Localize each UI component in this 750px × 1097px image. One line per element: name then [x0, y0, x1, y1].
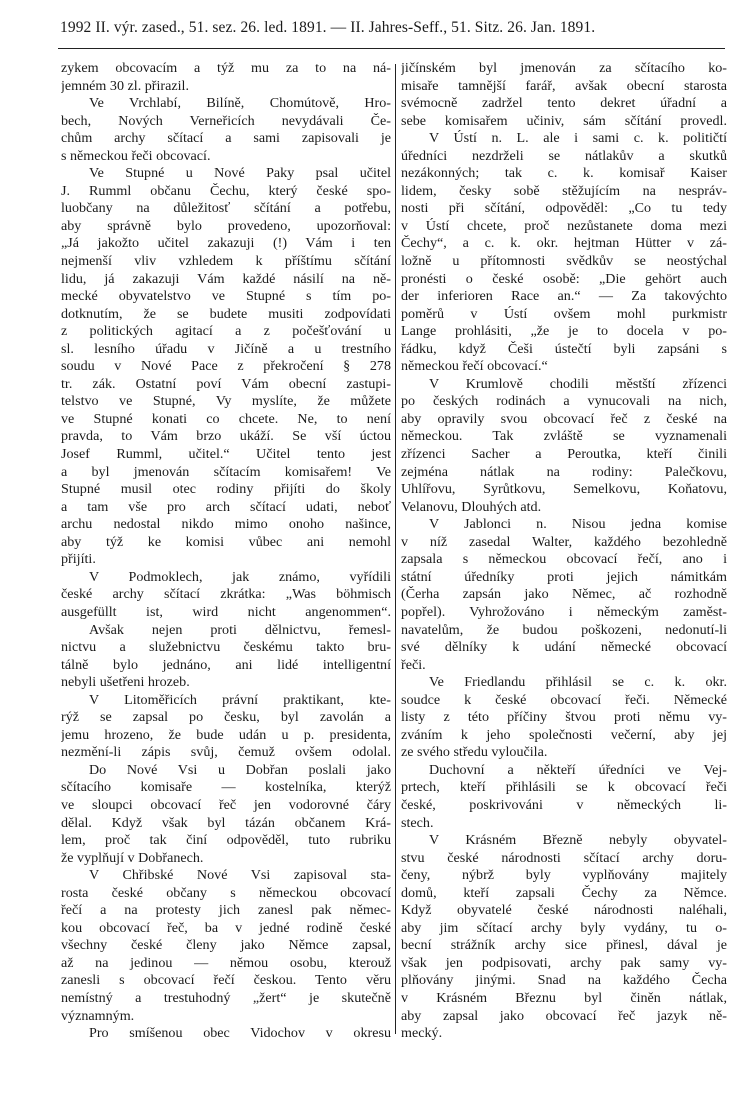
text-line: pronésti o české osobě: „Die gehört auch: [401, 270, 727, 287]
text-line: domů, kteří zapsali Čechy za Němce.: [401, 884, 727, 901]
text-line: Avšak nejen proti dělnictvu, řemesl-: [89, 621, 391, 638]
text-line: der inferioren Race an.“ — Za takovýchto: [401, 288, 727, 305]
text-line: zapsala s německou obcovací řečí, ano i: [401, 551, 727, 568]
text-line: dotknutím, že se budete musiti zodpovídati: [61, 305, 391, 322]
text-line: jičínském byl jmenován za sčítacího ko-: [401, 60, 727, 76]
left-column: [61, 60, 391, 1043]
text-line: zejména nátlak na rodiny: Palečkovu,: [401, 463, 727, 480]
text-line: rosta české občany s německou obcovací: [61, 884, 391, 901]
text-line: Lange prohlásiti, „že je to docela v po-: [401, 323, 727, 340]
text-line: stvu české národnosti sčítací archy doru-: [401, 849, 727, 866]
text-line: a byl jmenován sčítacím komisařem! Ve: [61, 463, 391, 480]
text-line: Velanovu, Dlouhých atd.: [401, 498, 542, 515]
text-line: nictvu a služebnictvu českému takto bru-: [61, 639, 391, 656]
text-line: ve sloupci obcovací řeč jen vodorovné čáry: [61, 796, 391, 813]
text-line: aby zapsal jako obcovací řeč jazyk ně-: [401, 1007, 727, 1024]
text-line: úředníci nezdrželi se nátlakův a skutků: [401, 147, 727, 164]
text-line: s německou řeči obcovací.: [61, 147, 211, 164]
text-line: V Chřibské Nové Vsi zapisoval sta-: [89, 867, 391, 884]
text-line: mecký.: [401, 1025, 443, 1042]
text-line: mecké obyvatelstvo ve Stupné s tím po-: [61, 288, 391, 305]
text-line: aby týž ke komisi vůbec ani nemohl: [61, 533, 391, 550]
text-line: až na jedinou — němou osobu, kterouž: [61, 954, 391, 971]
text-line: stech.: [401, 814, 434, 831]
text-line: plňovány jinými. Snad na každého Čecha: [401, 972, 727, 989]
text-line: bech, Nových Verneřicích nevydávali Če-: [61, 112, 391, 129]
text-line: v Krásném Březnu byl činěn nátlak,: [401, 989, 727, 1006]
text-line: nezákonných; tak c. k. komisař Kaiser: [401, 165, 727, 182]
text-line: listy z této příčiny štvou proti němu vy-: [401, 709, 727, 726]
text-line: V Jablonci n. Nisou jedna komise: [429, 516, 727, 533]
text-line: Stupné musil otec rodiny přijíti do školy: [61, 481, 391, 498]
text-line: ve Stupné konati co chcete. Ne, to není: [61, 410, 391, 427]
text-line: soudu v Nové Pace z překročení § 278: [61, 358, 391, 375]
text-line: ze svého středu vyloučila.: [401, 744, 548, 761]
text-line: významným.: [61, 1007, 135, 1024]
text-line: lidem, česky sobě stěžujícím na nespráv-: [401, 182, 727, 199]
text-line: svémocně zadržel tento dekret úřadní a: [401, 95, 727, 112]
text-line: nebyli ušetřeni hrozeb.: [61, 674, 190, 691]
text-line: lidu, já zakazuji Vám každé násilí na ně-: [61, 270, 391, 287]
text-line: poměrů v Ústí ovšem mohl purkmistr: [401, 305, 727, 322]
text-line: všechny české členy jako Němce zapsal,: [61, 937, 391, 954]
text-line: aby správně bylo provedeno, upozorňoval:: [61, 217, 391, 234]
text-line: řeči.: [401, 656, 426, 673]
text-line: v níž zasedal Walter, každého bezohledně: [401, 533, 727, 550]
text-line: lem, proč tak činí odpověděl, tuto rubriku: [61, 832, 391, 849]
text-line: sebe komisařem učiniv, sám sčítání provedl.: [401, 112, 727, 129]
text-line: Ve Stupné u Nové Paky psal učitel: [89, 165, 391, 182]
text-line: zváním k jeho společnosti večerní, aby jej: [401, 726, 727, 743]
text-line: zanesli s obcovací řečí českou. Tento věru: [61, 972, 391, 989]
text-line: becní strážník archy sice přinesl, dával je: [401, 937, 727, 954]
text-line: prtech, kteří přihlásili se k obcovací řeči: [401, 779, 727, 796]
text-line: nezmění-li zápis svůj, čemuž ovšem odolal.: [61, 744, 391, 761]
text-line: tr. zák. Ostatní poví Vám obecní zastupi-: [61, 375, 391, 392]
text-line: po českých rodinách a vynucovali na nich,: [401, 393, 727, 410]
text-line: Josef Rumml, učitel.“ Učitel tento jest: [61, 446, 391, 463]
text-line: navatelům, že budou poškozeni, nedonutí-li: [401, 621, 727, 638]
text-line: ložně u přítomnosti svědkův se neostýchal: [401, 253, 727, 270]
text-line: Uhlířovu, Syrůtkovu, Semelkovu, Koňatovu,: [401, 481, 727, 498]
text-line: telstvo ve Stupné, Vy myslíte, že můžete: [61, 393, 391, 410]
text-line: dělal. Když však byl tázán občanem Krá-: [61, 814, 391, 831]
text-line: Čechy“, a c. k. okr. hejtman Hütter v zá-: [401, 235, 727, 252]
text-line: „Já jakožto učitel zakazuji (!) Vám i ten: [61, 235, 391, 252]
text-line: V Ústí n. L. ale i sami c. k. političtí: [429, 130, 727, 147]
text-line: české archy sčítací zkrátka: „Was böhmisch: [61, 586, 391, 603]
text-line: čeny, nýbrž byly vyplňovány majitely: [401, 867, 727, 884]
text-line: V Podmoklech, jak známo, vyřídili: [89, 568, 391, 585]
page-header: 1992 II. výr. zased., 51. sez. 26. led. 1891. — II. Jahres-Seff., 51. Sitz. 26. Jan. 1891.: [60, 19, 596, 36]
text-line: ausgefüllt ist, wird nicht angenommen“.: [61, 603, 391, 620]
text-line: misaře tamnější farář, avšak obecní starosta: [401, 77, 727, 94]
column-divider: [395, 64, 396, 1034]
text-line: luobčany na důležitosť sčítání a potřebu,: [61, 200, 391, 217]
text-line: chům archy sčítací a sami zapisovali je: [61, 130, 391, 147]
text-line: Ve Friedlandu přihlásil se c. k. okr.: [429, 674, 727, 691]
text-line: české, poskrivováni v německých li-: [401, 796, 727, 813]
text-line: státní úředníky proti jejich námitkám: [401, 568, 727, 585]
text-line: nosti při sčítání, odpověděl: „Co tu tedy: [401, 200, 727, 217]
text-line: Duchovní a někteří úředníci ve Vej-: [429, 761, 727, 778]
text-line: německou řečí obcovací.“: [401, 358, 548, 375]
text-line: a tam vše pro arch sčítací udati, neboť: [61, 498, 391, 515]
text-line: archu nedostal nikdo mimo onoho našince,: [61, 516, 391, 533]
text-line: zřízenci Sacher a Peroutka, kteří činili: [401, 446, 727, 463]
text-line: rýž se zapsal po česku, byl zavolán a: [61, 709, 391, 726]
text-line: že vyplňují v Dobřanech.: [61, 849, 204, 866]
text-line: jemném 30 zl. přirazil.: [61, 77, 189, 94]
text-line: kou obcovací řeč, ba v jedné rodině české: [61, 919, 391, 936]
text-line: řečí a na protesty jich zanesl pak němec-: [61, 902, 391, 919]
text-line: V Litoměřicích právní praktikant, kte-: [89, 691, 391, 708]
text-line: zykem obcovacím a týž mu za to na ná-: [61, 60, 391, 76]
text-line: jemu hrozeno, že bude udán u p. presidenta,: [61, 726, 391, 743]
text-line: J. Rumml občanu Čechu, který české spo-: [61, 182, 391, 199]
text-line: sčítacího komisaře — kostelníka, kterýž: [61, 779, 391, 796]
text-line: řádku, když Češi ústečtí byli zapsáni s: [401, 340, 727, 357]
text-line: Ve Vrchlabí, Bilíně, Chomútově, Hro-: [89, 95, 391, 112]
text-line: tálně bylo jednáno, ani lidé intelligentní: [61, 656, 391, 673]
text-line: v Ústí chcete, proč nezůstanete doma mezi: [401, 217, 727, 234]
text-line: nejmenší vliv vzhledem k příštímu sčítání: [61, 253, 391, 270]
text-line: Když obyvatelé české národnosti naléhali,: [401, 902, 727, 919]
text-line: Pro smíšenou obec Vidochov v okresu: [89, 1025, 391, 1042]
text-line: německou. Tak zvláště se vyznamenali: [401, 428, 727, 445]
text-line: aby jim sčítací archy byly vydány, tu o-: [401, 919, 727, 936]
text-line: nemístný a trestuhodný „žert“ je skutečně: [61, 989, 391, 1006]
header-rule: [58, 48, 725, 49]
text-line: popřel). Vyhrožováno i německým zaměst-: [401, 603, 727, 620]
text-line: své dělníky k udání německé obcovací: [401, 639, 727, 656]
text-line: aby opravily svou obcovací řeč z české na: [401, 410, 727, 427]
text-line: přijíti.: [61, 551, 96, 568]
text-line: z politických agitací a z počešťování u: [61, 323, 391, 340]
text-line: pravda, to Vám brzo ukáží. Se vší úctou: [61, 428, 391, 445]
text-line: V Krásném Březně nebyly obyvatel-: [429, 832, 727, 849]
text-line: Do Nové Vsi u Dobřan poslali jako: [89, 761, 391, 778]
right-column: [401, 60, 727, 1043]
text-line: V Krumlově chodili městští zřízenci: [429, 375, 727, 392]
text-line: (Čerha zapsán jako Němec, ač rozhodně: [401, 586, 727, 603]
text-line: soudce k české obcovací řeči. Německé: [401, 691, 727, 708]
text-line: však jen podpisovati, archy pak samy vy-: [401, 954, 727, 971]
text-line: sl. lesního úřadu v Jičíně a u trestního: [61, 340, 391, 357]
